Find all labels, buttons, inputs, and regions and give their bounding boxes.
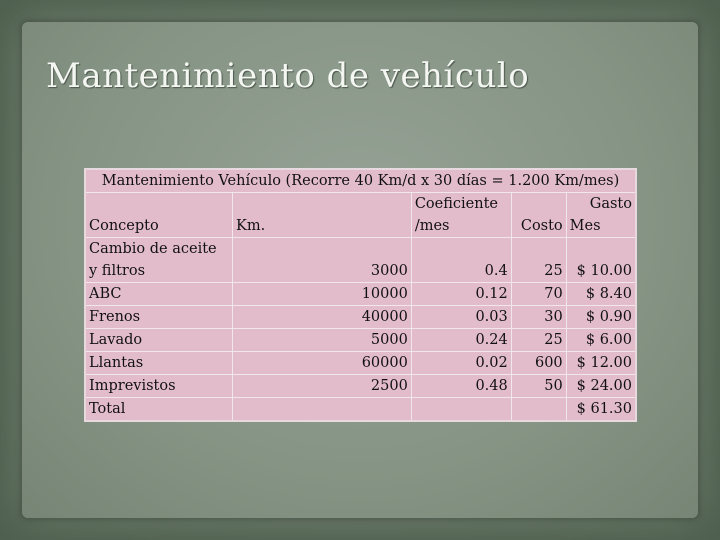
header-gasto-line1: Gasto [589,196,632,212]
header-coeficiente-line1: Coeficiente [414,196,498,212]
cell-concepto: Llantas [85,352,233,375]
table-row [85,329,636,352]
cell-concepto [85,238,233,283]
table-caption: Mantenimiento Vehículo (Recorre 40 Km/d x 30 días = 1.200 Km/mes) [85,169,636,193]
cell-coef: 0.12 [411,283,511,306]
cell-concepto: Lavado [85,329,233,352]
table-row [85,306,636,329]
cell-km: 60000 [233,352,412,375]
cell-km: 3000 [233,238,412,283]
cell-km: 5000 [233,329,412,352]
cell-costo: 50 [511,375,566,398]
cell-km: 40000 [233,306,412,329]
cell-concepto: Frenos [85,306,233,329]
cell-concepto-line1: Cambio de aceite [89,241,217,257]
header-coeficiente [411,193,511,238]
cell-costo: 25 [511,238,566,283]
slide-title: Mantenimiento de vehículo [46,56,530,96]
total-coef-empty [411,398,511,422]
header-costo: Costo [511,193,566,238]
total-km-empty [233,398,412,422]
header-gasto-line2: Mes [569,218,601,234]
maintenance-table [84,168,637,422]
cell-gasto: $ 24.00 [566,375,636,398]
cell-gasto: $ 12.00 [566,352,636,375]
total-gasto: $ 61.30 [566,398,636,422]
cell-concepto-line2: y filtros [89,263,146,279]
cell-coef: 0.4 [411,238,511,283]
cell-coef: 0.48 [411,375,511,398]
table-header-row [85,193,636,238]
cell-km: 10000 [233,283,412,306]
cell-gasto: $ 0.90 [566,306,636,329]
cell-costo: 70 [511,283,566,306]
table-row [85,375,636,398]
header-coeficiente-line2: /mes [414,218,450,234]
cell-concepto: ABC [85,283,233,306]
table-row [85,352,636,375]
table-total-row [85,398,636,422]
total-costo-empty [511,398,566,422]
header-km: Km. [233,193,412,238]
total-label: Total [85,398,233,422]
cell-gasto: $ 8.40 [566,283,636,306]
cell-concepto: Imprevistos [85,375,233,398]
cell-costo: 600 [511,352,566,375]
cell-costo: 25 [511,329,566,352]
table-caption-row [85,169,636,193]
table-row [85,283,636,306]
cell-coef: 0.03 [411,306,511,329]
header-gasto [566,193,636,238]
cell-coef: 0.02 [411,352,511,375]
table-row [85,238,636,283]
cell-gasto: $ 10.00 [566,238,636,283]
cell-costo: 30 [511,306,566,329]
cell-km: 2500 [233,375,412,398]
header-concepto: Concepto [85,193,233,238]
cell-gasto: $ 6.00 [566,329,636,352]
cell-coef: 0.24 [411,329,511,352]
